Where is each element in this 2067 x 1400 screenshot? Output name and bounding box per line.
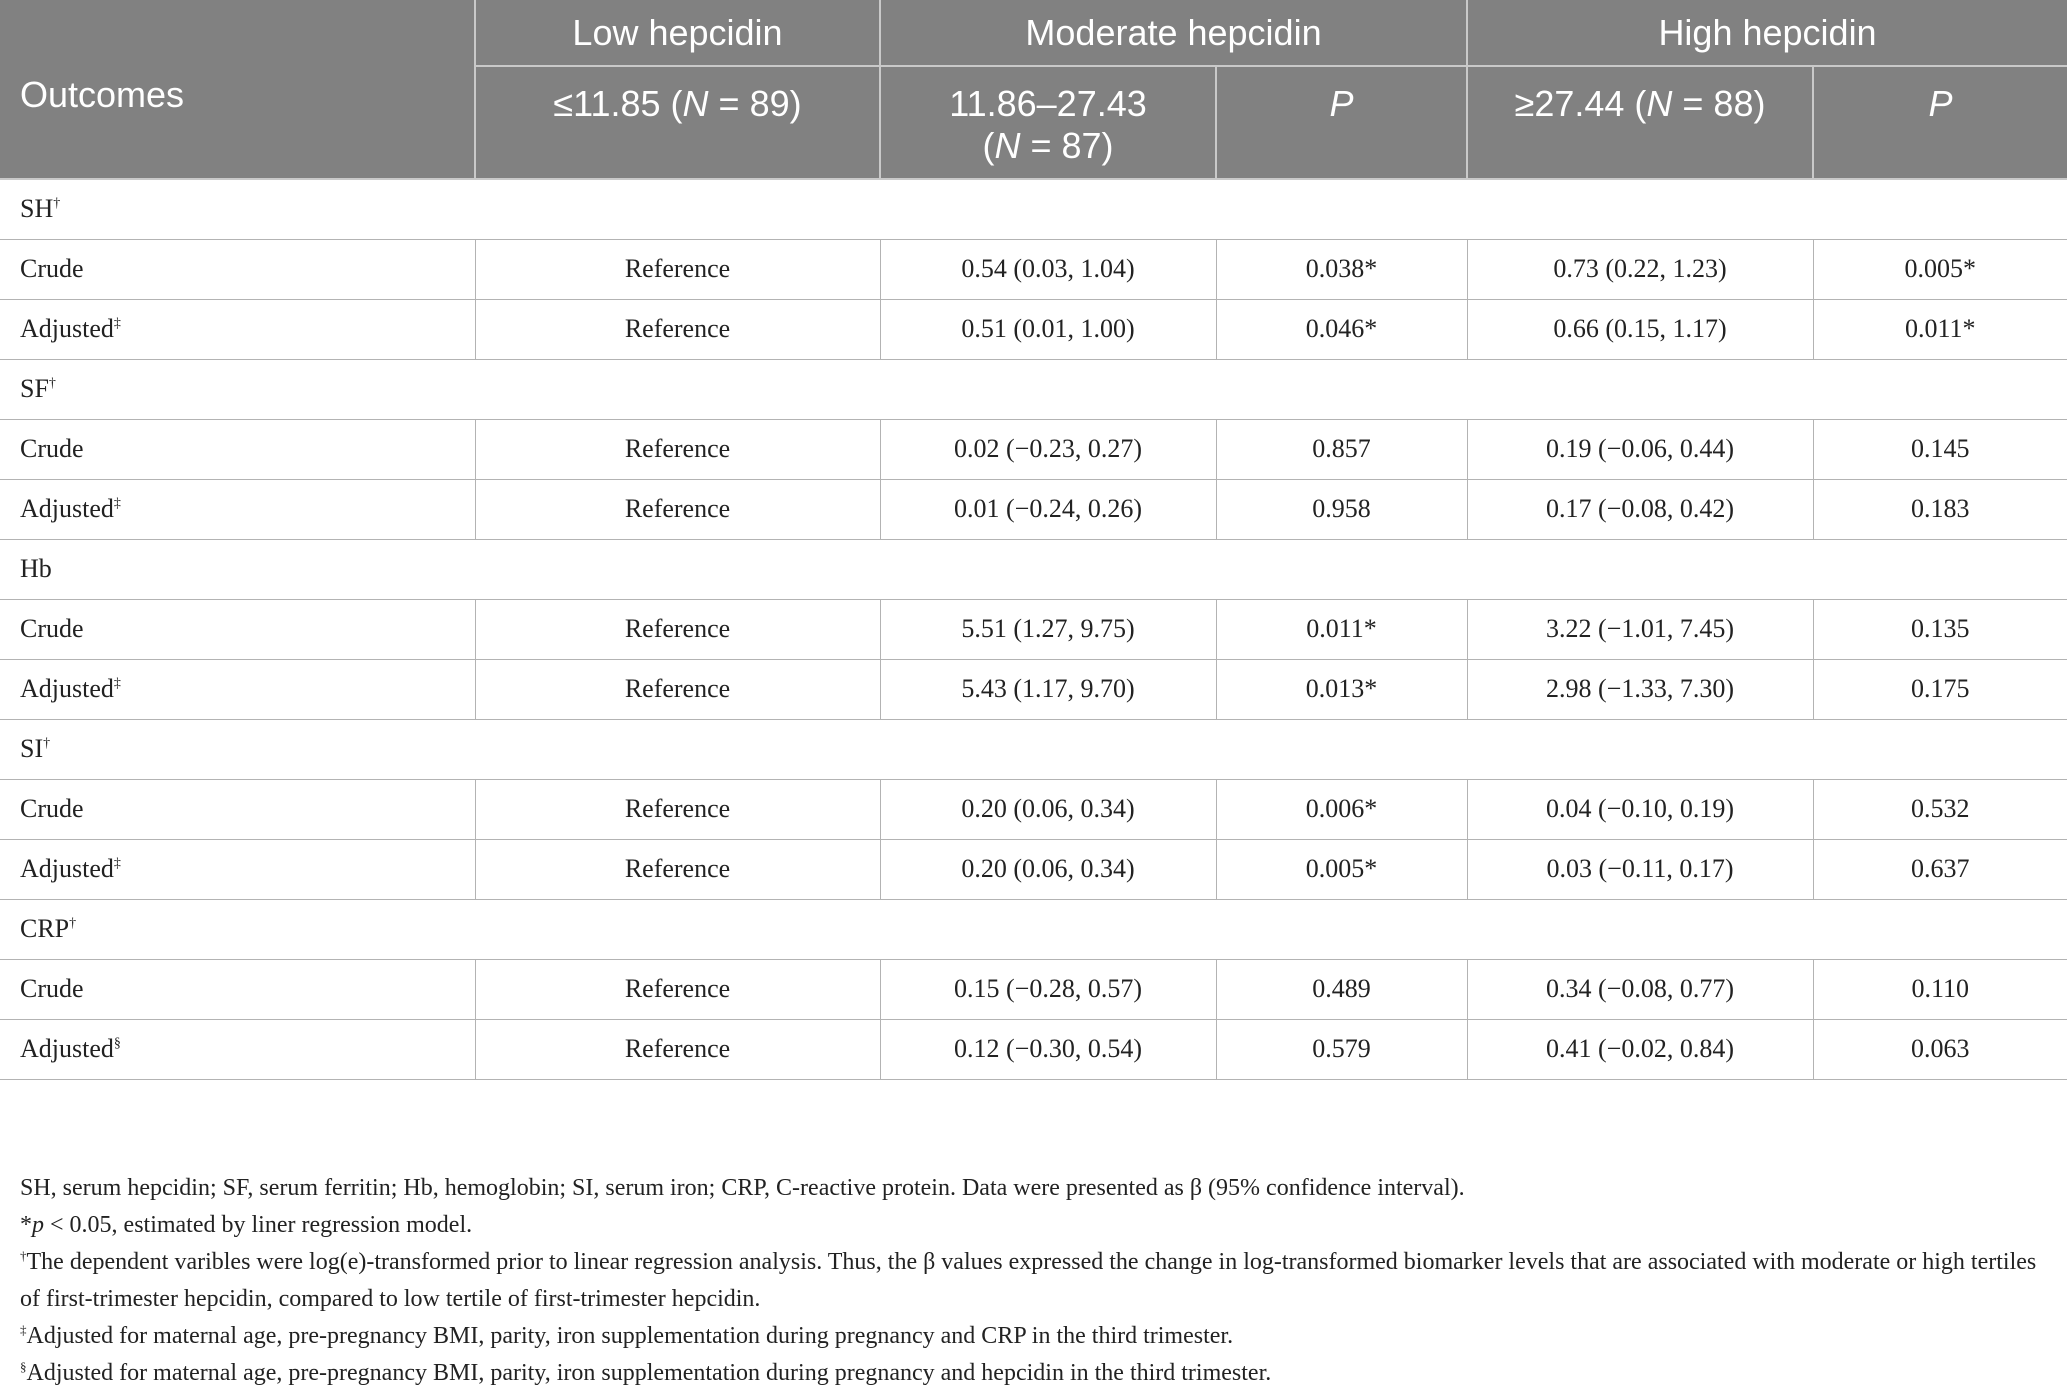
cell-p-moderate: 0.005*	[1216, 839, 1467, 899]
cell-high: 0.04 (−0.10, 0.19)	[1467, 779, 1813, 839]
cell-high: 3.22 (−1.01, 7.45)	[1467, 599, 1813, 659]
table-row	[0, 1019, 2067, 1079]
footnote-double-dagger: ‡Adjusted for maternal age, pre-pregnancy BMI, parity, iron supplementation during pregnancy and CRP in the third trimester.	[20, 1322, 1234, 1349]
section-label: Hb	[0, 539, 2067, 599]
cell-high: 0.03 (−0.11, 0.17)	[1467, 839, 1813, 899]
header-high-range: ≥27.44 (N = 88)	[1467, 66, 1813, 179]
section-label: SH†	[0, 179, 2067, 239]
cell-p-high: 0.637	[1813, 839, 2067, 899]
cell-high: 0.41 (−0.02, 0.84)	[1467, 1019, 1813, 1079]
table-row	[0, 839, 2067, 899]
cell-high: 0.17 (−0.08, 0.42)	[1467, 479, 1813, 539]
cell-high: 0.73 (0.22, 1.23)	[1467, 239, 1813, 299]
cell-high: 2.98 (−1.33, 7.30)	[1467, 659, 1813, 719]
cell-reference: Reference	[475, 659, 880, 719]
cell-p-high: 0.175	[1813, 659, 2067, 719]
section-row	[0, 899, 2067, 959]
cell-moderate: 0.54 (0.03, 1.04)	[880, 239, 1216, 299]
table-row	[0, 659, 2067, 719]
header-moderate: Moderate hepcidin	[880, 0, 1467, 66]
cell-high: 0.19 (−0.06, 0.44)	[1467, 419, 1813, 479]
cell-p-moderate: 0.958	[1216, 479, 1467, 539]
row-label: Crude	[0, 959, 475, 1019]
header-low-range: ≤11.85 (N = 89)	[475, 66, 880, 179]
section-label: CRP†	[0, 899, 2067, 959]
row-label: Adjusted‡	[0, 479, 475, 539]
table-row	[0, 419, 2067, 479]
table-header	[0, 0, 2067, 179]
row-label: Crude	[0, 779, 475, 839]
cell-reference: Reference	[475, 299, 880, 359]
table-row	[0, 959, 2067, 1019]
header-outcomes: Outcomes	[0, 0, 475, 179]
cell-moderate: 0.15 (−0.28, 0.57)	[880, 959, 1216, 1019]
cell-p-moderate: 0.038*	[1216, 239, 1467, 299]
cell-moderate: 0.51 (0.01, 1.00)	[880, 299, 1216, 359]
cell-moderate: 5.51 (1.27, 9.75)	[880, 599, 1216, 659]
cell-p-high: 0.005*	[1813, 239, 2067, 299]
cell-high: 0.34 (−0.08, 0.77)	[1467, 959, 1813, 1019]
cell-moderate: 0.01 (−0.24, 0.26)	[880, 479, 1216, 539]
cell-p-high: 0.063	[1813, 1019, 2067, 1079]
cell-p-moderate: 0.489	[1216, 959, 1467, 1019]
header-high: High hepcidin	[1467, 0, 2067, 66]
cell-p-high: 0.135	[1813, 599, 2067, 659]
table-row	[0, 599, 2067, 659]
row-label: Crude	[0, 599, 475, 659]
footnote-significance: *p < 0.05, estimated by liner regression model.	[20, 1212, 473, 1238]
cell-reference: Reference	[475, 779, 880, 839]
cell-reference: Reference	[475, 599, 880, 659]
table-row	[0, 479, 2067, 539]
table-row	[0, 239, 2067, 299]
section-row	[0, 539, 2067, 599]
row-label: Crude	[0, 419, 475, 479]
table-footnotes	[20, 1170, 2040, 1392]
section-row	[0, 359, 2067, 419]
cell-moderate: 5.43 (1.17, 9.70)	[880, 659, 1216, 719]
row-label: Adjusted‡	[0, 839, 475, 899]
cell-p-moderate: 0.046*	[1216, 299, 1467, 359]
cell-p-moderate: 0.011*	[1216, 599, 1467, 659]
footnote-section: §Adjusted for maternal age, pre-pregnancy BMI, parity, iron supplementation during pregnancy and hepcidin in the third trimester.	[20, 1359, 1272, 1386]
row-label: Adjusted§	[0, 1019, 475, 1079]
section-row	[0, 179, 2067, 239]
cell-high: 0.66 (0.15, 1.17)	[1467, 299, 1813, 359]
cell-reference: Reference	[475, 839, 880, 899]
footnote-abbreviations: SH, serum hepcidin; SF, serum ferritin; Hb, hemoglobin; SI, serum iron; CRP, C-reactive protein. Data were presented as β (95% confidence interval).	[20, 1175, 1465, 1201]
cell-reference: Reference	[475, 419, 880, 479]
cell-p-high: 0.183	[1813, 479, 2067, 539]
header-moderate-range: 11.86–27.43 (N = 87)	[880, 66, 1216, 179]
cell-reference: Reference	[475, 959, 880, 1019]
table-row	[0, 299, 2067, 359]
row-label: Adjusted‡	[0, 659, 475, 719]
section-row	[0, 719, 2067, 779]
cell-p-moderate: 0.006*	[1216, 779, 1467, 839]
header-low: Low hepcidin	[475, 0, 880, 66]
cell-reference: Reference	[475, 1019, 880, 1079]
row-label: Adjusted‡	[0, 299, 475, 359]
table-row	[0, 779, 2067, 839]
cell-p-moderate: 0.857	[1216, 419, 1467, 479]
cell-p-high: 0.110	[1813, 959, 2067, 1019]
header-p-high: P	[1813, 66, 2067, 179]
footnote-dagger: †The dependent varibles were log(e)-transformed prior to linear regression analysis. Thus, the β values expressed the change in log-transformed biomarker levels that are associated with moderate or high tertiles of first-trimester hepcidin, compared to low tertile of first-trimester hepcidin.	[20, 1248, 2037, 1312]
cell-moderate: 0.20 (0.06, 0.34)	[880, 779, 1216, 839]
section-label: SI†	[0, 719, 2067, 779]
cell-moderate: 0.20 (0.06, 0.34)	[880, 839, 1216, 899]
cell-p-moderate: 0.013*	[1216, 659, 1467, 719]
header-p-moderate: P	[1216, 66, 1467, 179]
cell-p-moderate: 0.579	[1216, 1019, 1467, 1079]
cell-p-high: 0.011*	[1813, 299, 2067, 359]
cell-moderate: 0.12 (−0.30, 0.54)	[880, 1019, 1216, 1079]
cell-reference: Reference	[475, 239, 880, 299]
row-label: Crude	[0, 239, 475, 299]
cell-p-high: 0.532	[1813, 779, 2067, 839]
cell-reference: Reference	[475, 479, 880, 539]
table-body	[0, 179, 2067, 1079]
section-label: SF†	[0, 359, 2067, 419]
cell-p-high: 0.145	[1813, 419, 2067, 479]
cell-moderate: 0.02 (−0.23, 0.27)	[880, 419, 1216, 479]
